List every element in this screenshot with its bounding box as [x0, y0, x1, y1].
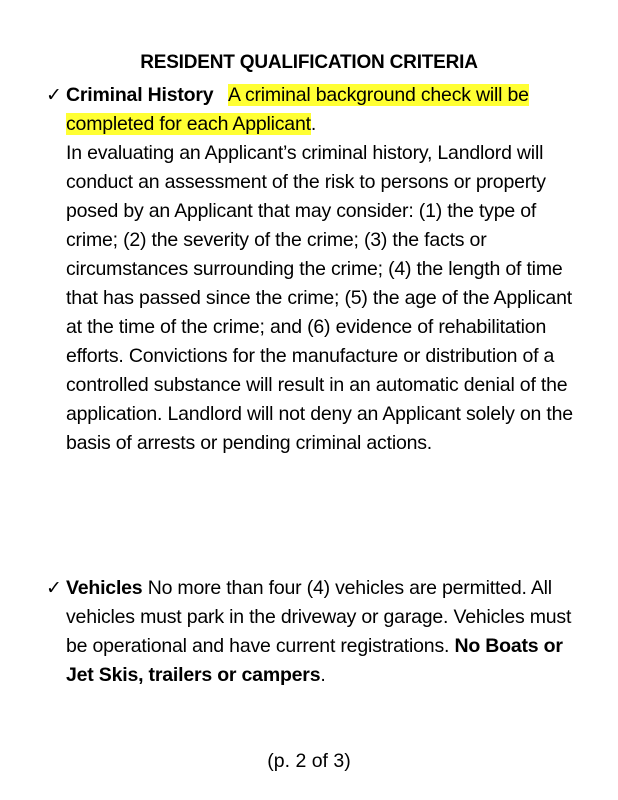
criminal-history-text — [66, 81, 591, 458]
page-title: RESIDENT QUALIFICATION CRITERIA — [140, 52, 478, 73]
page-number: (p. 2 of 3) — [267, 750, 351, 772]
vehicles-heading: Vehicles — [66, 577, 143, 599]
checkmark-icon: ✓ — [46, 85, 62, 106]
vehicles-period: . — [320, 664, 326, 686]
criminal-history-section — [46, 81, 591, 458]
vehicles-text — [66, 574, 591, 690]
vehicles-section — [46, 574, 591, 690]
checkmark-icon: ✓ — [46, 578, 62, 599]
criminal-history-heading: Criminal History — [66, 84, 214, 106]
background-check-highlight: A criminal background check will be completed for each Applicant — [66, 84, 529, 135]
highlight-period: . — [310, 113, 317, 135]
vehicles-body: No more than four (4) vehicles are permitted. All vehicles must park in the driveway or garage. Vehicles must be operational and have current registrations. — [66, 577, 572, 657]
criminal-history-body: In evaluating an Applicant’s criminal history, Landlord will conduct an assessment of the risk to persons or property posed by an Applicant that may consider: (1) the type of crime; (2) the severity of the crime; (3) the facts or circumstances surrounding the crime; (4) the length of time that has passed since the crime; (5) the age of the Applicant at the time of the crime; and (6) evidence of rehabilitation efforts. Convictions for the manufacture or distribution of a controlled substance will result in an automatic denial of the application. Landlord will not deny an Applicant solely on the basis of arrests or pending criminal actions. — [66, 142, 573, 454]
vehicles-restriction: No Boats or Jet Skis, trailers or campers — [66, 635, 563, 686]
